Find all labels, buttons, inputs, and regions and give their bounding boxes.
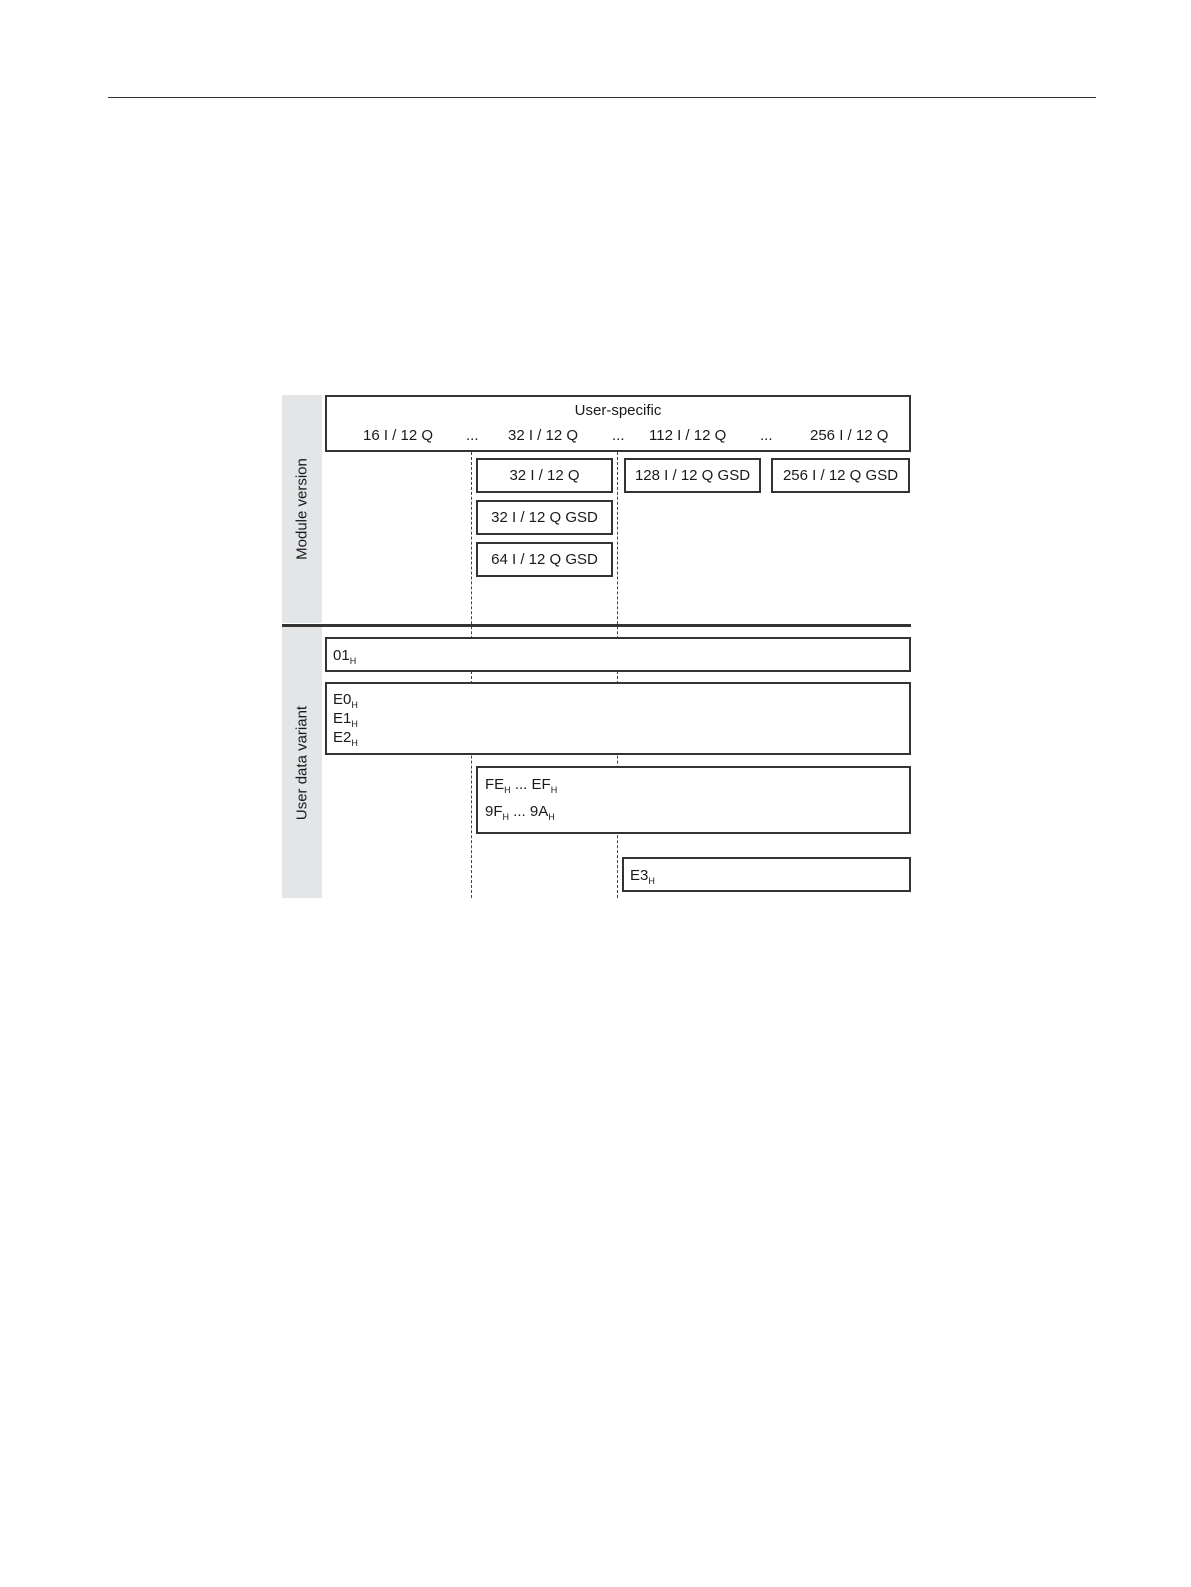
page-top-rule: [108, 97, 1096, 98]
module-box-128-12-gsd: 128 I / 12 Q GSD: [624, 458, 761, 493]
column-ellipsis-1: ...: [466, 427, 479, 444]
variant-e2-label: $E2_H$: [333, 729, 358, 748]
column-label-112: 112 I / 12 Q: [649, 427, 727, 444]
column-label-16: 16 I / 12 Q: [363, 427, 434, 444]
variant-e3-label: $E3_H$: [630, 867, 655, 886]
module-version-band: [282, 395, 322, 623]
module-box-64-12-gsd: 64 I / 12 Q GSD: [476, 542, 613, 577]
column-ellipsis-2: ...: [612, 427, 625, 444]
variant-01-label: $01_H$: [333, 647, 357, 666]
variant-box-01: [325, 637, 911, 672]
user-specific-header-box: [325, 395, 911, 452]
column-label-256: 256 I / 12 Q: [810, 427, 889, 444]
column-label-32: 32 I / 12 Q: [508, 427, 579, 444]
variant-box-fe-9a: [476, 766, 911, 834]
section-separator: [282, 624, 911, 627]
variant-e0-label: $E0_H$: [333, 691, 358, 710]
module-box-256-12-gsd: 256 I / 12 Q GSD: [771, 458, 910, 493]
variant-box-e0-e2: [325, 682, 911, 755]
variant-e1-label: $E1_H$: [333, 710, 358, 729]
variant-9f-9a-label: $9F_H$ ... $9A_H$: [485, 803, 555, 822]
user-data-variant-band: [282, 627, 322, 898]
column-ellipsis-3: ...: [760, 427, 773, 444]
column-divider-32: [471, 452, 472, 898]
module-box-32-12-gsd: 32 I / 12 Q GSD: [476, 500, 613, 535]
header-title: User-specific: [574, 402, 662, 419]
module-box-32-12: 32 I / 12 Q: [476, 458, 613, 493]
user-data-variant-label: User data variant: [293, 705, 311, 820]
module-version-label: Module version: [293, 458, 311, 560]
variant-box-e3: [622, 857, 911, 892]
variant-fe-ef-label: $FE_H$ ... $EF_H$: [485, 776, 558, 795]
